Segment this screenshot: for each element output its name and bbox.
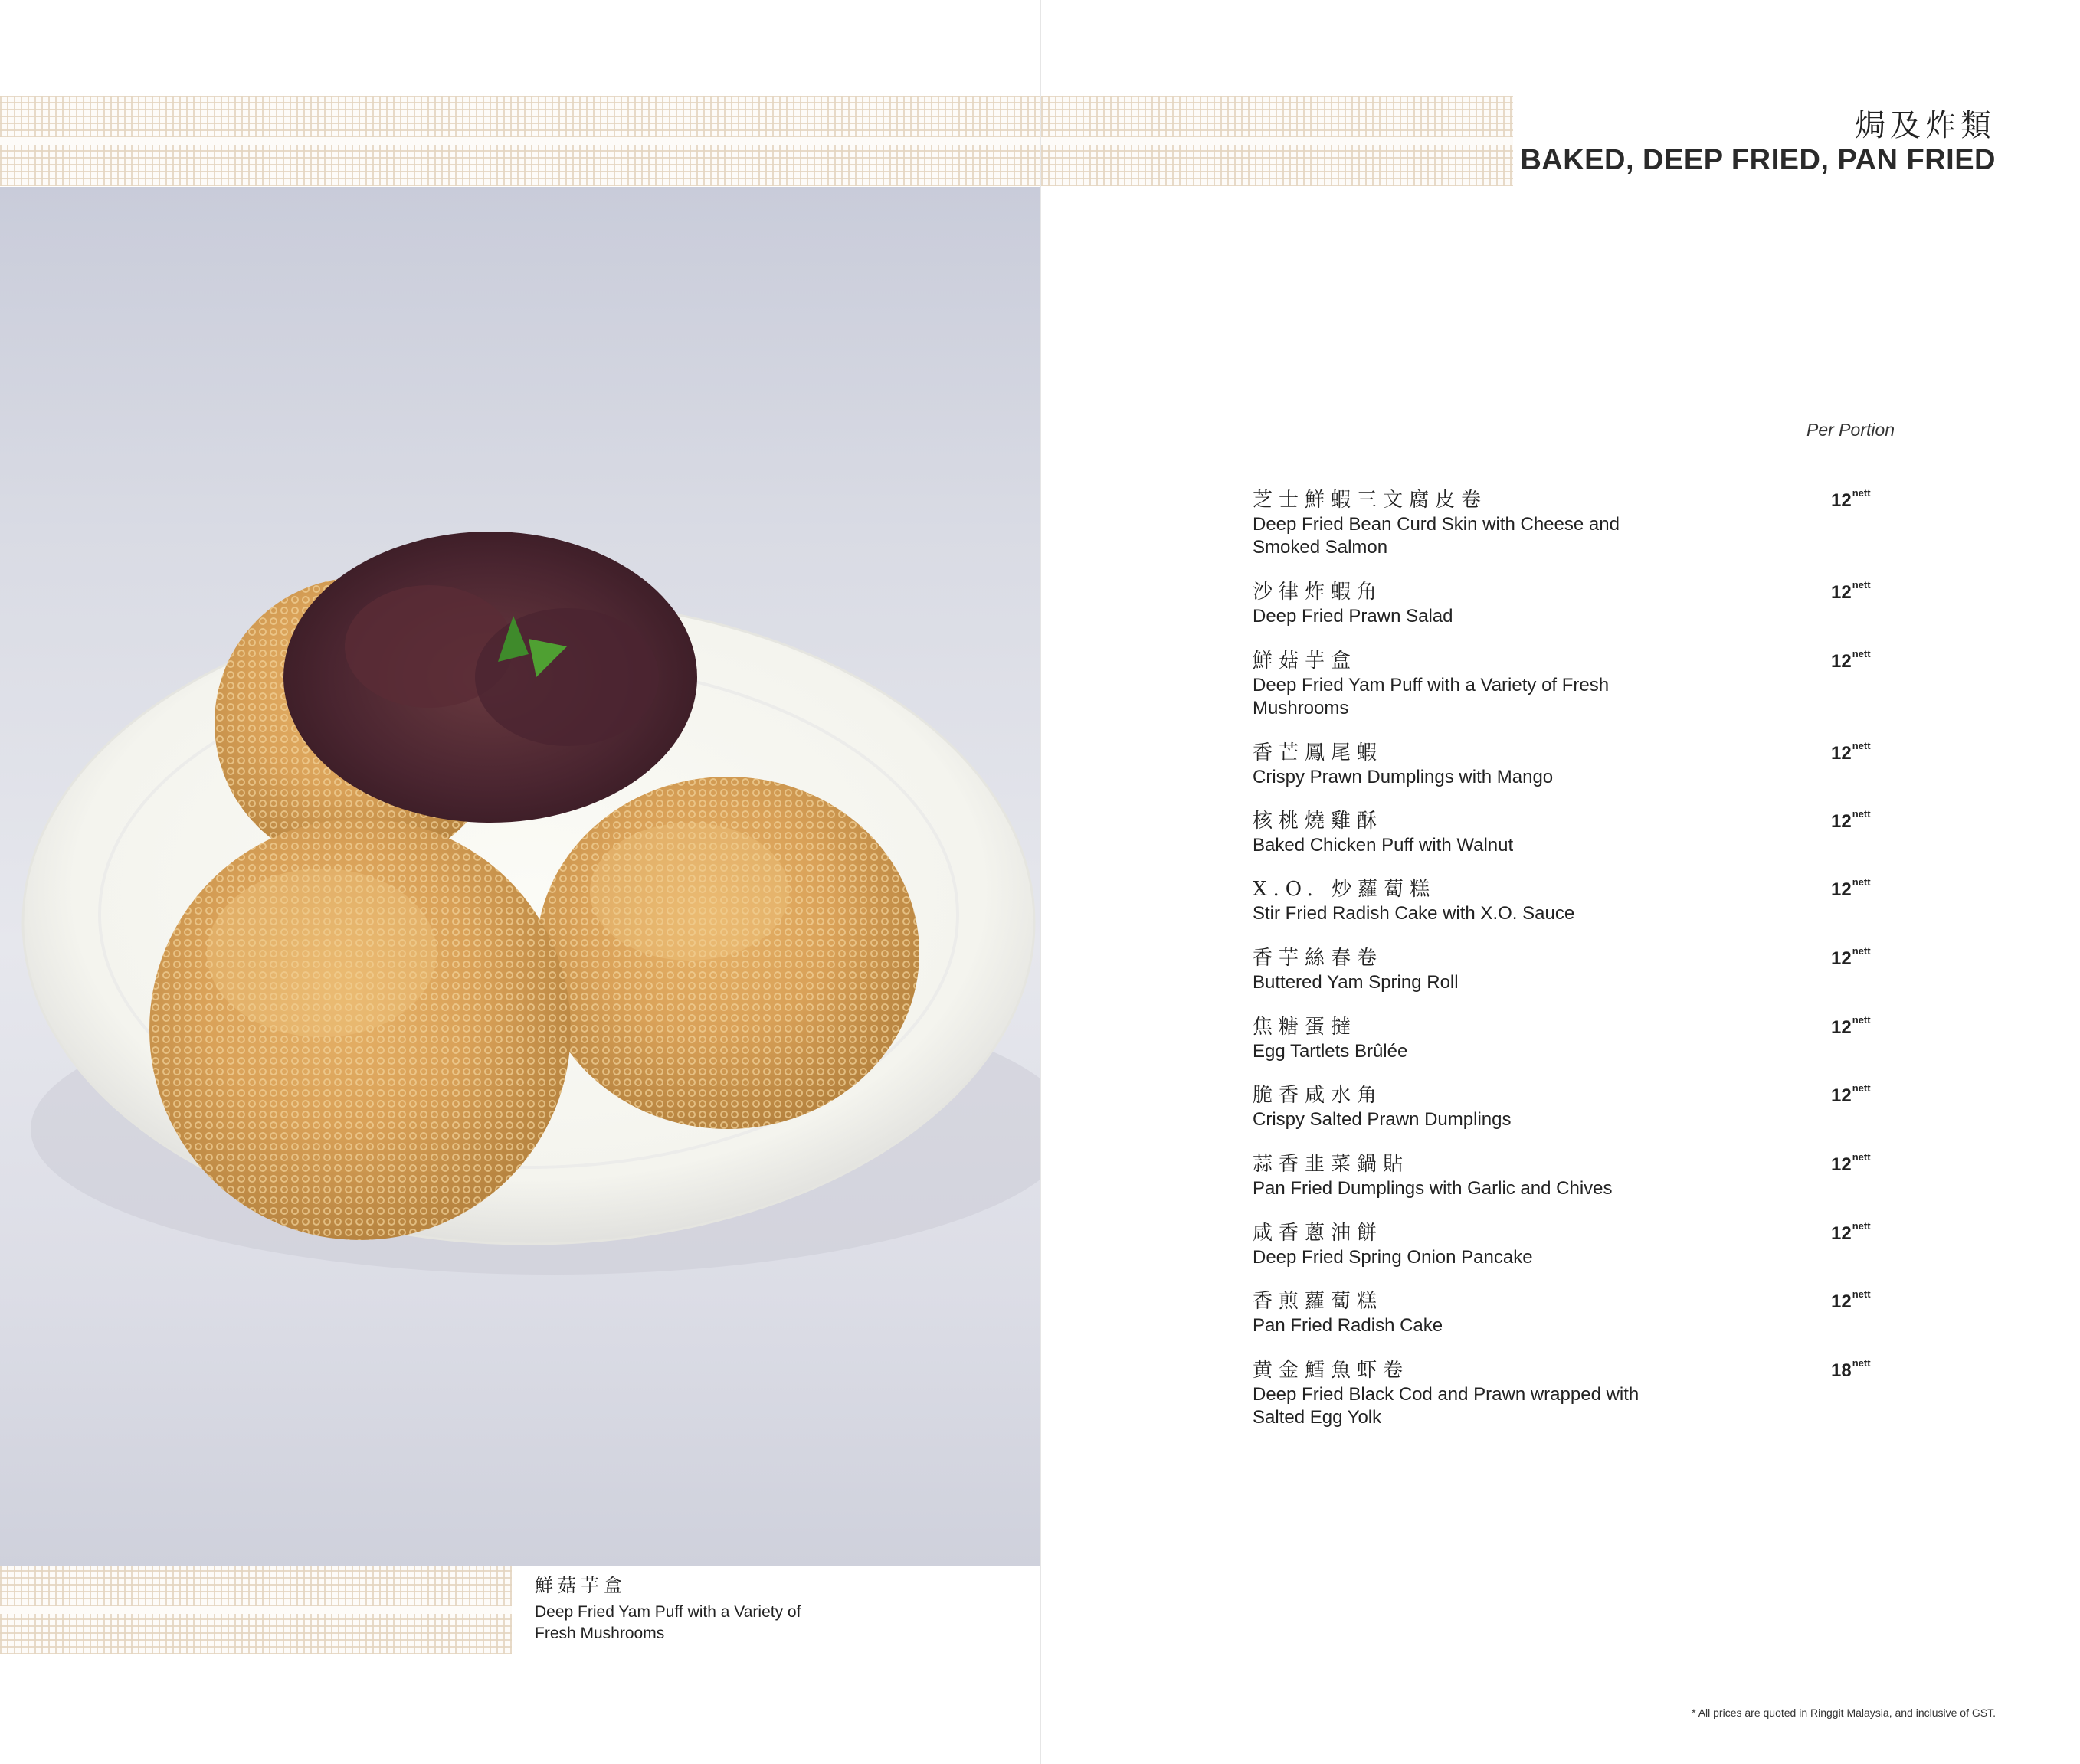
item-price: $12^{nett}$ bbox=[1831, 487, 1871, 511]
price-unit: nett bbox=[1852, 945, 1871, 957]
menu-item bbox=[1253, 740, 1911, 808]
price-unit: nett bbox=[1852, 1357, 1871, 1369]
item-name-english: Crispy Prawn Dumplings with Mango bbox=[1253, 767, 1554, 787]
price-unit: nett bbox=[1852, 579, 1871, 591]
fretwork-border-bottom bbox=[0, 1566, 512, 1654]
menu-item bbox=[1253, 1151, 1911, 1220]
menu-item bbox=[1253, 487, 1911, 579]
item-name-english: Deep Fried Black Cod and Prawn wrapped with Salted Egg Yolk bbox=[1253, 1384, 1639, 1428]
price-unit: nett bbox=[1852, 1014, 1871, 1026]
item-name-chinese: X.O. 炒蘿蔔糕 bbox=[1253, 878, 1436, 901]
item-name-chinese: 鮮菇芋盒 bbox=[1253, 650, 1358, 673]
item-name-chinese: 香芋絲春卷 bbox=[1253, 947, 1384, 970]
price-unit: nett bbox=[1852, 648, 1871, 659]
item-name-chinese: 黄金鱈魚虾卷 bbox=[1253, 1359, 1410, 1382]
item-name-english: Deep Fried Prawn Salad bbox=[1253, 606, 1453, 627]
menu-item bbox=[1253, 1220, 1911, 1288]
item-name-chinese: 焦糖蛋撻 bbox=[1253, 1016, 1358, 1039]
item-name-chinese: 蒜香韭菜鍋貼 bbox=[1253, 1153, 1410, 1176]
item-name-english: Crispy Salted Prawn Dumplings bbox=[1253, 1109, 1512, 1130]
item-price: $12^{nett}$ bbox=[1831, 945, 1871, 969]
item-price: $12^{nett}$ bbox=[1831, 1082, 1871, 1106]
item-name-english: Buttered Yam Spring Roll bbox=[1253, 972, 1459, 993]
menu-item bbox=[1253, 1288, 1911, 1357]
item-price: $12^{nett}$ bbox=[1831, 1288, 1871, 1312]
item-name-english: Deep Fried Yam Puff with a Variety of Fresh Mushrooms bbox=[1253, 675, 1610, 718]
page-spine bbox=[1040, 0, 1041, 1764]
item-price: $12^{nett}$ bbox=[1831, 1014, 1871, 1038]
item-price: $12^{nett}$ bbox=[1831, 740, 1871, 764]
item-name-english: Deep Fried Bean Curd Skin with Cheese and Smoked Salmon bbox=[1253, 514, 1620, 558]
fretwork-border-top bbox=[0, 96, 1513, 186]
menu-item bbox=[1253, 648, 1911, 740]
item-name-chinese: 芝士鮮蝦三文腐皮卷 bbox=[1253, 489, 1488, 512]
per-portion-label: Per Portion bbox=[1806, 420, 1895, 440]
section-title-chinese: 焗及炸類 bbox=[1855, 108, 1996, 143]
photo-caption bbox=[535, 1570, 841, 1645]
menu-list bbox=[1253, 487, 1911, 1442]
price-unit: nett bbox=[1852, 1151, 1871, 1163]
menu-item bbox=[1253, 808, 1911, 876]
price-unit: nett bbox=[1852, 876, 1871, 888]
item-price: $12^{nett}$ bbox=[1831, 579, 1871, 603]
item-price: $12^{nett}$ bbox=[1831, 1220, 1871, 1244]
price-unit: nett bbox=[1852, 1288, 1871, 1300]
item-name-english: Deep Fried Spring Onion Pancake bbox=[1253, 1247, 1533, 1268]
item-name-english: Stir Fried Radish Cake with X.O. Sauce bbox=[1253, 903, 1575, 924]
price-unit: nett bbox=[1852, 487, 1871, 499]
price-unit: nett bbox=[1852, 808, 1871, 820]
item-name-english: Pan Fried Radish Cake bbox=[1253, 1315, 1443, 1336]
menu-item bbox=[1253, 579, 1911, 648]
item-name-chinese: 咸香蔥油餅 bbox=[1253, 1222, 1384, 1245]
caption-english: Deep Fried Yam Puff with a Variety of Fresh Mushrooms bbox=[535, 1603, 801, 1642]
section-title-english: BAKED, DEEP FRIED, PAN FRIED bbox=[1520, 144, 1996, 176]
price-unit: nett bbox=[1852, 1220, 1871, 1232]
item-name-chinese: 香芒鳳尾蝦 bbox=[1253, 741, 1384, 764]
item-name-chinese: 沙律炸蝦角 bbox=[1253, 581, 1384, 604]
price-unit: nett bbox=[1852, 740, 1871, 751]
menu-item bbox=[1253, 945, 1911, 1014]
item-name-english: Baked Chicken Puff with Walnut bbox=[1253, 835, 1514, 856]
item-name-english: Pan Fried Dumplings with Garlic and Chives bbox=[1253, 1178, 1613, 1199]
item-name-chinese: 脆香咸水角 bbox=[1253, 1084, 1384, 1107]
item-name-chinese: 香煎蘿蔔糕 bbox=[1253, 1290, 1384, 1313]
menu-item bbox=[1253, 1014, 1911, 1082]
caption-chinese: 鮮菇芋盒 bbox=[535, 1575, 627, 1596]
price-footnote: * All prices are quoted in Ringgit Malaysia, and inclusive of GST. bbox=[1692, 1707, 1996, 1719]
item-name-english: Egg Tartlets Brûlée bbox=[1253, 1041, 1408, 1062]
item-price: $12^{nett}$ bbox=[1831, 1151, 1871, 1175]
item-name-chinese: 核桃燒雞酥 bbox=[1253, 810, 1384, 833]
dish-photo bbox=[0, 187, 1040, 1566]
menu-item bbox=[1253, 1082, 1911, 1151]
item-price: $18^{nett}$ bbox=[1831, 1357, 1871, 1381]
item-price: $12^{nett}$ bbox=[1831, 876, 1871, 900]
menu-item bbox=[1253, 876, 1911, 945]
price-unit: nett bbox=[1852, 1082, 1871, 1094]
menu-item bbox=[1253, 1357, 1911, 1442]
item-price: $12^{nett}$ bbox=[1831, 648, 1871, 672]
item-price: $12^{nett}$ bbox=[1831, 808, 1871, 832]
